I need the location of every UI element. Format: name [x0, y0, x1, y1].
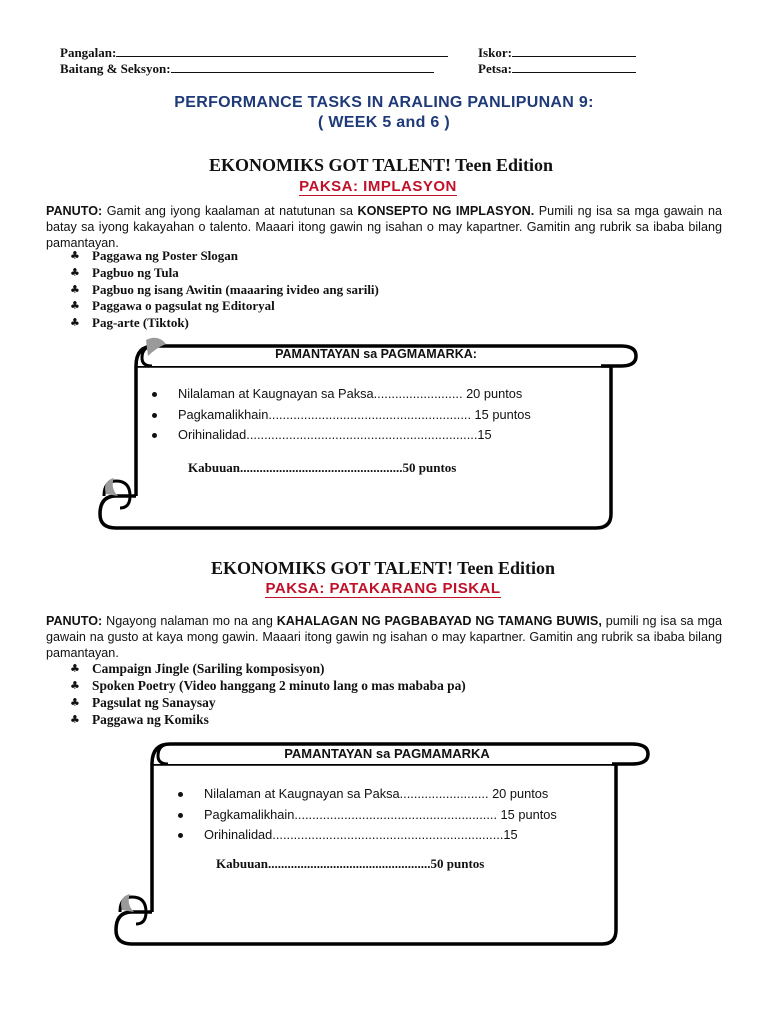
bullet-dot-icon: [152, 392, 157, 397]
club-suit-icon: ♣: [70, 662, 80, 675]
section1-task-list: [70, 248, 379, 332]
club-suit-icon: ♣: [70, 282, 80, 296]
rubric-title: PAMANTAYAN sa PAGMAMARKA: [284, 746, 490, 761]
criterion-label: Pagkamalikhain......................................................... 15 puntos: [204, 806, 557, 822]
total-line: Kabuuan..................................................50 puntos: [216, 856, 485, 871]
iskor-blank[interactable]: [512, 44, 636, 57]
bullet-dot-icon: [152, 433, 157, 438]
section2-panuto-label: PANUTO:: [46, 614, 103, 628]
section2-panuto: [46, 613, 722, 661]
rubric-scroll-2: [112, 734, 656, 948]
list-item: [70, 248, 379, 265]
section1-panuto-text-b: Pumili ng isa sa mga gawain na batay sa iyong kakayahan o talento. Maaari itong gawin ng isahan o may kapartner. Gamitin ang rubrik sa ibaba bilang pamantayan.: [46, 204, 723, 250]
section2-paksa: [0, 580, 767, 597]
page-title-line2: ( WEEK 5 and 6 ): [318, 114, 450, 131]
page-title-line1: PERFORMANCE TASKS IN ARALING PANLIPUNAN 9:: [174, 94, 594, 111]
club-suit-icon: ♣: [70, 249, 80, 262]
petsa-label: Petsa:: [478, 61, 512, 76]
list-item: [70, 282, 379, 299]
club-suit-icon: ♣: [70, 679, 80, 692]
list-item: [70, 694, 466, 711]
bullet-dot-icon: [178, 833, 183, 838]
bullet-dot-icon: [178, 792, 183, 797]
list-item: [70, 711, 466, 728]
club-suit-icon: ♣: [70, 316, 80, 330]
list-item: [148, 384, 531, 405]
section2-task-list: [70, 660, 466, 728]
total-line: Kabuuan..................................................50 puntos: [188, 460, 457, 475]
baitang-label: Baitang & Seksyon:: [60, 61, 171, 76]
list-item: [70, 298, 379, 315]
list-item: [148, 425, 531, 446]
iskor-field[interactable]: [478, 44, 636, 61]
task-label: Paggawa ng Poster Slogan: [92, 248, 239, 263]
criterion-label: Pagkamalikhain......................................................... 15 puntos: [178, 406, 531, 422]
list-item: [174, 825, 557, 846]
section1-paksa-text: PAKSA: IMPLASYON: [299, 178, 457, 195]
list-item: [70, 265, 379, 282]
iskor-label: Iskor:: [478, 45, 512, 60]
task-label: Pagbuo ng isang Awitin (maaaring ivideo ang sarili): [92, 281, 379, 297]
criterion-label: Orihinalidad.................................................................15: [204, 827, 518, 842]
section1-title: EKONOMIKS GOT TALENT! Teen Edition: [208, 155, 554, 175]
pangalan-field[interactable]: [60, 44, 448, 61]
criterion-label: Orihinalidad.................................................................15: [178, 427, 492, 442]
list-item: [174, 805, 557, 826]
baitang-blank[interactable]: [171, 60, 434, 73]
list-item: [70, 315, 379, 332]
criterion-label: Nilalaman at Kaugnayan sa Paksa......................... 20 puntos: [204, 786, 549, 801]
section2-panuto-bold: KAHALAGAN NG PAGBABAYAD NG TAMANG BUWIS,: [276, 614, 602, 628]
section1-panuto-label: PANUTO:: [46, 204, 103, 218]
list-item: [174, 784, 557, 805]
task-label: Paggawa ng Komiks: [92, 712, 209, 727]
section2-panuto-text-b: pumili ng isa sa mga gawain na gusto at kaya mong gawin. Maaari itong gawin ng isahan o may kapartner. Gamitin ang rubrik sa ibaba bilang pamantayan.: [46, 614, 722, 660]
list-item: [70, 677, 466, 694]
baitang-seksyon-field[interactable]: [60, 60, 434, 77]
club-suit-icon: ♣: [70, 696, 80, 709]
task-label: Campaign Jingle (Sariling komposisyon): [92, 661, 325, 676]
section2-panuto-text-a: Ngayong nalaman mo na ang: [102, 614, 277, 628]
petsa-blank[interactable]: [512, 60, 636, 73]
section1-paksa: [0, 178, 762, 195]
pangalan-blank[interactable]: [116, 44, 448, 57]
section1-panuto-text-a: Gamit ang iyong kaalaman at natutunan sa: [102, 204, 358, 218]
club-suit-icon: ♣: [70, 299, 80, 313]
rubric-title: PAMANTAYAN sa PAGMAMARKA:: [275, 347, 477, 361]
section2-title: EKONOMIKS GOT TALENT! Teen Edition: [210, 558, 556, 578]
task-label: Paggawa o pagsulat ng Editoryal: [92, 298, 275, 314]
criteria-list: [148, 384, 531, 446]
bullet-dot-icon: [152, 413, 157, 418]
pangalan-label: Pangalan:: [60, 45, 117, 60]
criterion-label: Nilalaman at Kaugnayan sa Paksa......................... 20 puntos: [178, 386, 523, 401]
task-label: Pagsulat ng Sanaysay: [92, 695, 216, 710]
club-suit-icon: ♣: [70, 713, 80, 726]
task-label: Pagbuo ng Tula: [92, 264, 179, 280]
criteria-list: [174, 784, 557, 846]
task-label: Pag-arte (Tiktok): [92, 315, 189, 331]
list-item: [148, 405, 531, 426]
task-label: Spoken Poetry (Video hanggang 2 minuto lang o mas mababa pa): [92, 678, 466, 693]
section1-panuto: [46, 203, 722, 251]
section2-paksa-text: PAKSA: PATAKARANG PISKAL: [265, 580, 501, 597]
rubric-scroll-1: [96, 336, 640, 532]
bullet-dot-icon: [178, 813, 183, 818]
petsa-field[interactable]: [478, 60, 636, 77]
list-item: [70, 660, 466, 677]
club-suit-icon: ♣: [70, 265, 80, 279]
section1-panuto-bold: KONSEPTO NG IMPLASYON.: [357, 204, 535, 218]
